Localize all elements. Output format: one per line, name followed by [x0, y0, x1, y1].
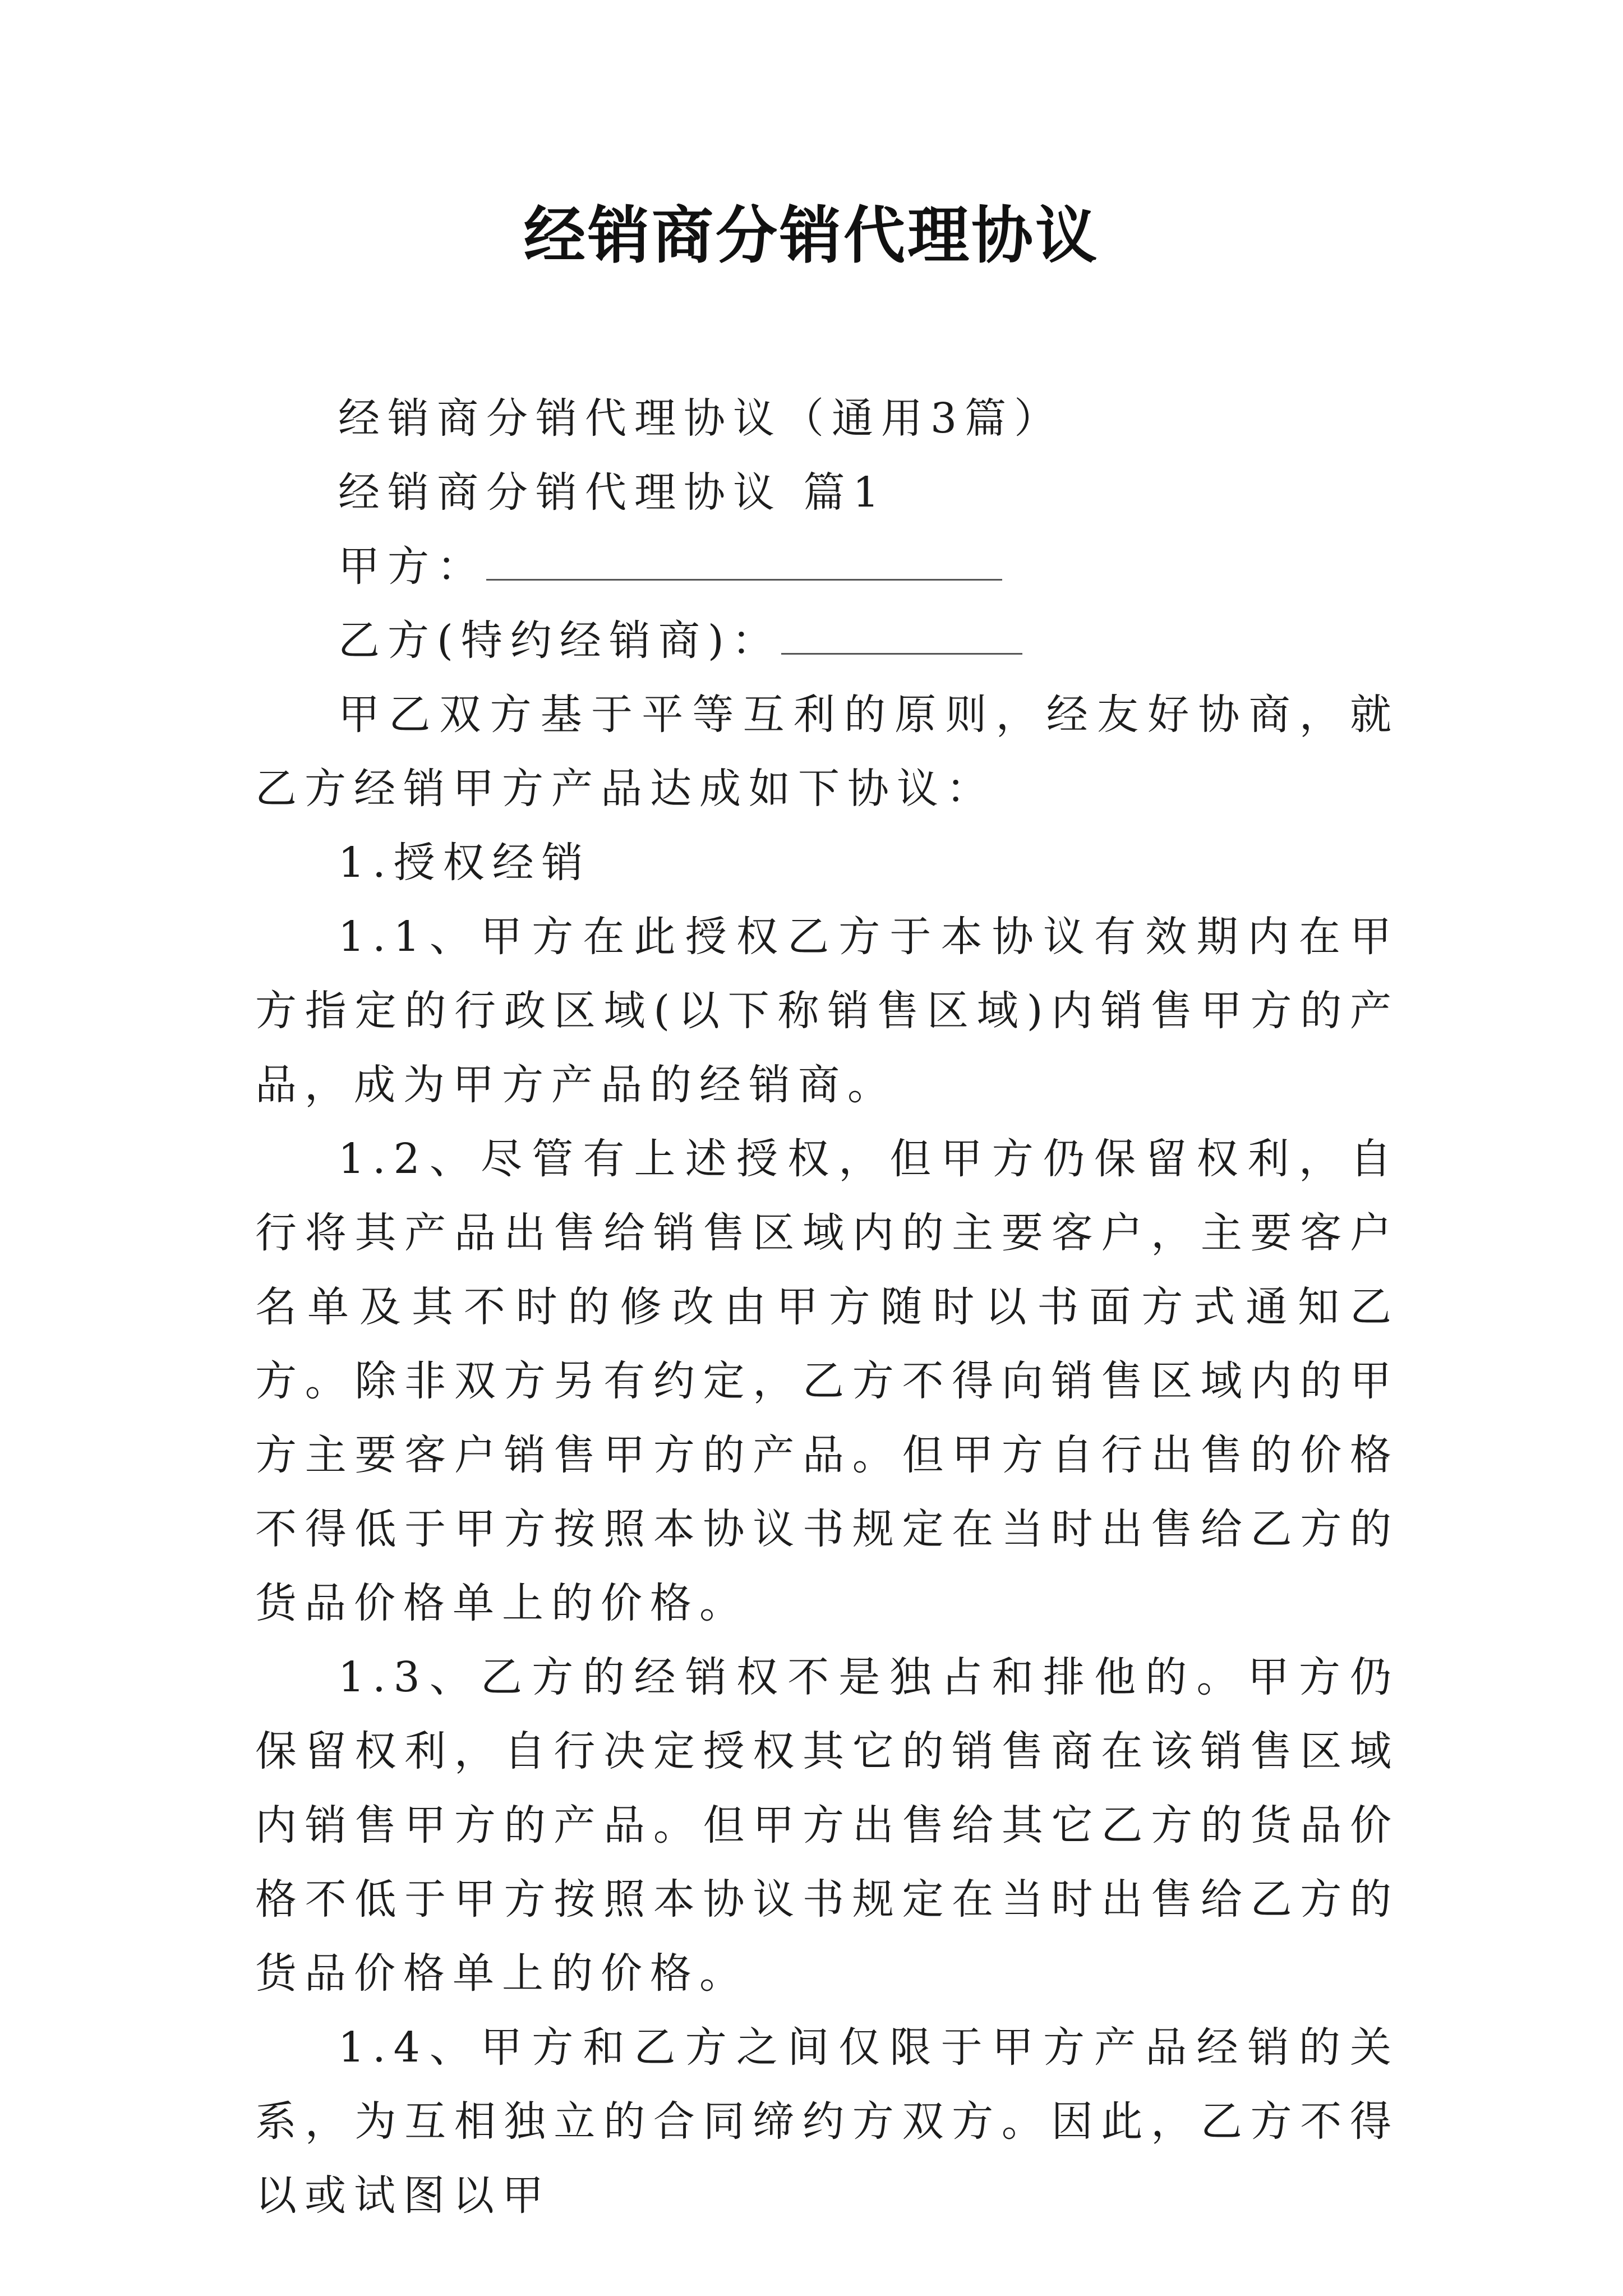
party-a-blank	[486, 536, 1002, 581]
clause-1-3: 1.3、乙方的经销权不是独占和排他的。甲方仍保留权利，自行决定授权其它的销售商在该销售区域内销售甲方的产品。但甲方出售给其它乙方的货品价格不低于甲方按照本协议书规定在当时出售给乙方的货品价格单上的价格。	[255, 1653, 1399, 1998]
party-a-label: 甲方：	[338, 542, 486, 591]
party-a-line	[255, 530, 1399, 604]
clause-1-4: 1.4、甲方和乙方之间仅限于甲方产品经销的关系，为互相独立的合同缔约方双方。因此，乙方不得以或试图以甲	[255, 2023, 1399, 2220]
document-title: 经销商分销代理协议	[524, 199, 1099, 272]
party-b-label: 乙方(特约经销商)：	[338, 616, 781, 665]
clause-1-1: 1.1、甲方在此授权乙方于本协议有效期内在甲方指定的行政区域(以下称销售区域)内销售甲方的产品，成为甲方产品的经销商。	[255, 913, 1399, 1109]
section-heading: 经销商分销代理协议 篇1	[338, 468, 887, 517]
intro-paragraph: 甲乙双方基于平等互利的原则，经友好协商，就乙方经销甲方产品达成如下协议：	[255, 691, 1399, 813]
document-body	[255, 381, 1399, 2233]
party-b-blank	[781, 610, 1022, 655]
clause-1-heading: 1.授权经销	[338, 839, 591, 887]
party-b-line	[255, 604, 1399, 678]
document-subtitle: 经销商分销代理协议（通用3篇）	[338, 394, 1064, 443]
clause-1-2: 1.2、尽管有上述授权，但甲方仍保留权利，自行将其产品出售给销售区域内的主要客户，主要客户名单及其不时的修改由甲方随时以书面方式通知乙方。除非双方另有约定，乙方不得向销售区域内的甲方主要客户销售甲方的产品。但甲方自行出售的价格不得低于甲方按照本协议书规定在当时出售给乙方的货品价格单上的价格。	[255, 1135, 1399, 1627]
